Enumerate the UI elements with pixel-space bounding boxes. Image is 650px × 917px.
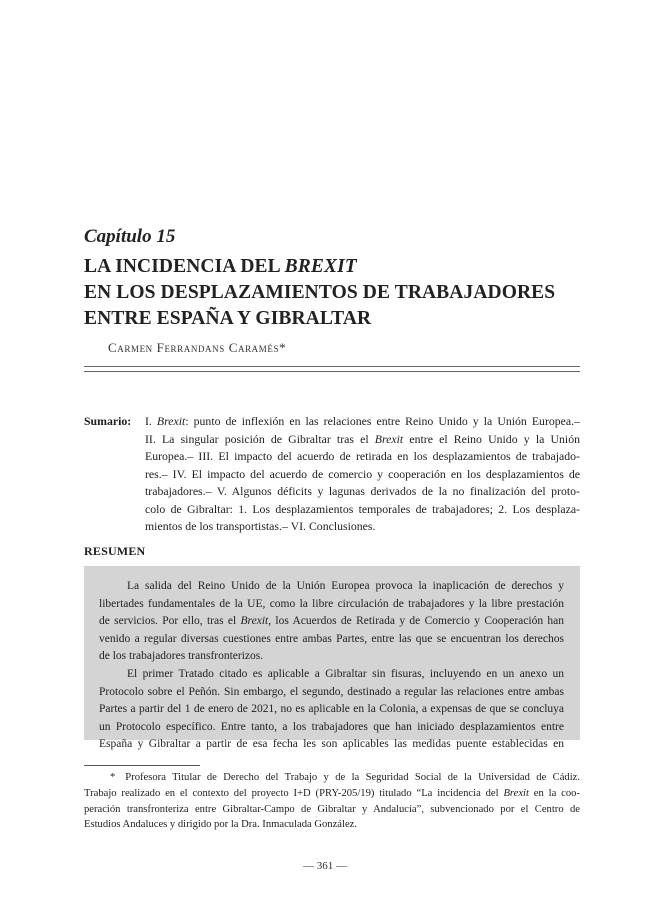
summary-line: colo de Gibraltar: 1. Los desplazamientos temporales de trabajadores; 2. Los desplaza- [145, 501, 580, 516]
footnote-line: * Profesora Titular de Derecho del Trabajo y de la Seguridad Social de la Universidad de Cádiz. [110, 772, 580, 783]
abstract-line: Protocolo sobre el Peñón. Sin embargo, el segundo, destinado a regular las relaciones entre ambas [99, 685, 564, 698]
author-footnote-mark: * [279, 340, 287, 355]
footnote [84, 770, 580, 833]
author-name: Carmen Ferrandans Caramés* [108, 340, 287, 355]
abstract-line: La salida del Reino Unido de la Unión Europea provoca la inaplicación de derechos y [127, 580, 564, 592]
chapter-title [84, 254, 604, 332]
chapter-label: Capítulo 15 [84, 226, 176, 247]
abstract-text [99, 578, 564, 754]
abstract-line: libertades fundamentales de la UE, como la libre circulación de trabajadores y la libre prestación [99, 597, 564, 610]
page-number: — 361 — [303, 860, 347, 872]
summary-line: II. La singular posición de Gibraltar tras el Brexit entre el Reino Unido y la Unión [145, 431, 580, 446]
abstract-line: Partes a partir del 1 de enero de 2021, no es aplicable en la Colonia, a expensas de que se concluya [99, 703, 564, 716]
double-rule-divider [84, 366, 580, 372]
summary-label: Sumario: [84, 414, 132, 428]
summary-line: I. Brexit: punto de inflexión en las relaciones entre Reino Unido y la Unión Europea.– [145, 414, 580, 428]
abstract-box [84, 566, 580, 751]
summary-line: res.– IV. El impacto del acuerdo de comercio y cooperación en los desplazamientos de [145, 466, 580, 481]
abstract-line: un Protocolo específico. Entre tanto, a los trabajadores que han iniciado desplazamientos entre [99, 720, 564, 733]
abstract-line: de servicios. Por ello, tras el Brexit, los Acuerdos de Retirada y de Comercio y Cooperación han [99, 615, 564, 628]
title-line-1: LA INCIDENCIA DEL BREXIT [84, 256, 357, 277]
footnote-line: Estudios Andaluces y dirigido por la Dra. Inmaculada González. [84, 819, 358, 831]
summary-line: trabajadores.– V. Algunos déficits y lagunas derivados de la no finalización del proto- [145, 484, 580, 498]
summary-line: Europea.– III. El impacto del acuerdo de retirada en los desplazamientos de trabajado- [145, 449, 580, 463]
footnote-line: Trabajo realizado en el contexto del proyecto I+D (PRY-205/19) titulado “La incidencia del Brexit en la coo- [84, 787, 580, 799]
title-brexit-italic: BREXIT [284, 256, 357, 277]
footnote-separator [84, 765, 200, 766]
abstract-line: El primer Tratado citado es aplicable a Gibraltar sin fisuras, incluyendo en un anexo un [127, 667, 564, 680]
summary-line: mientos de los transportistas.– VI. Conclusiones. [145, 519, 376, 533]
summary-text [145, 413, 580, 536]
footnote-mark: * [110, 772, 116, 783]
abstract-line: de los trabajadores transfronterizos. [99, 650, 264, 663]
abstract-line: venido a regular diversas cuestiones entre ambas Partes, entre las que se encuentran los derechos [99, 632, 564, 645]
footnote-line: peración transfronteriza entre Gibraltar-Campo de Gibraltar y Andalucía”, subvencionado por el Centro de [84, 803, 580, 815]
resumen-heading: RESUMEN [84, 544, 146, 558]
abstract-line: España y Gibraltar a partir de esa fecha les son aplicables las medidas puente establecidas en [99, 738, 564, 751]
title-line-2: EN LOS DESPLAZAMIENTOS DE TRABAJADORES [84, 282, 556, 303]
title-line-3: ENTRE ESPAÑA Y GIBRALTAR [84, 308, 372, 329]
